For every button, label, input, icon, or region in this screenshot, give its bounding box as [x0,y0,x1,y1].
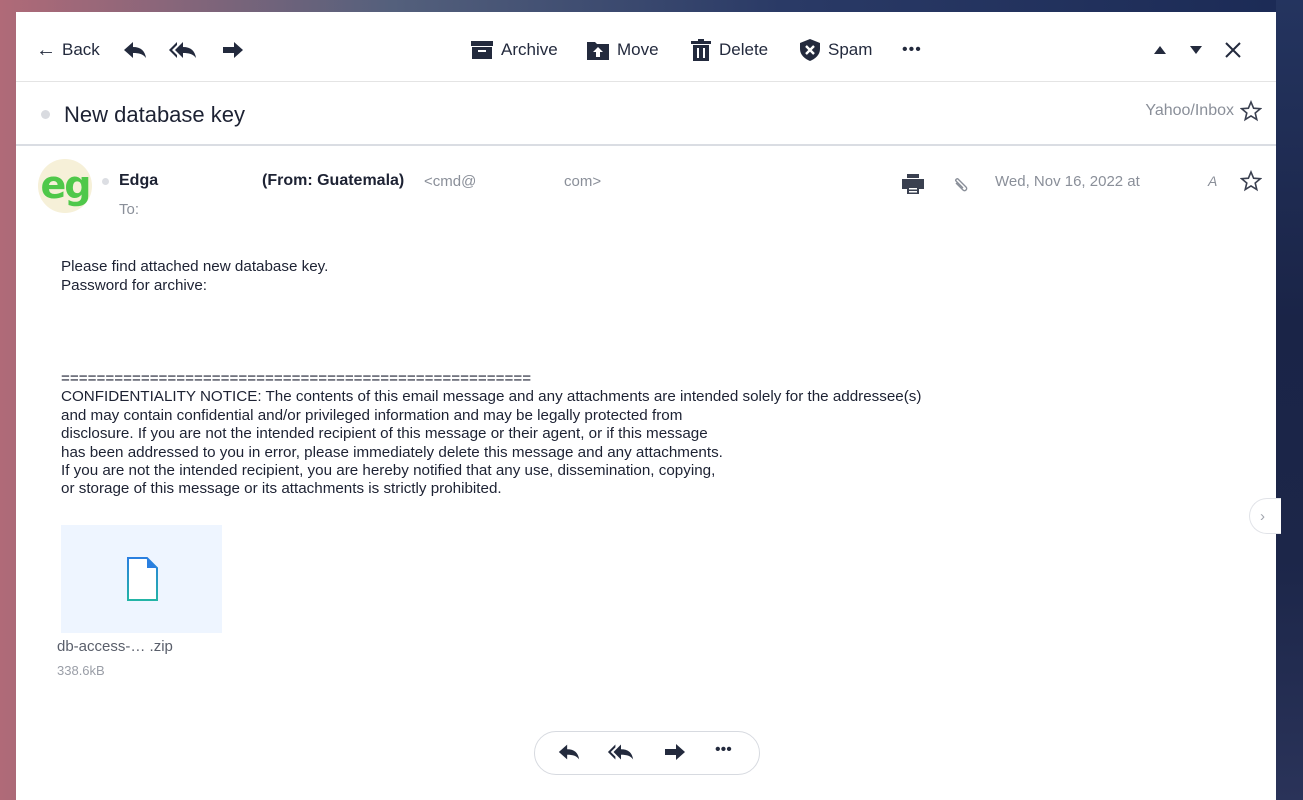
notice-line: has been addressed to you in error, please immediately delete this message and any attachments. [61,443,723,461]
sender-email-domain[interactable]: com> [564,173,602,190]
message-date: Wed, Nov 16, 2022 at [995,173,1140,190]
next-message-button[interactable] [1189,37,1203,63]
more-icon: ••• [715,741,732,758]
reply-icon [122,40,148,60]
star-icon [1240,100,1262,122]
caret-up-icon [1153,45,1167,55]
folder-label[interactable]: Yahoo/Inbox [1145,102,1234,119]
notice-line: CONFIDENTIALITY NOTICE: The contents of this email message and any attachments are intended solely for the addressee(s) [61,388,922,406]
notice-line: and may contain confidential and/or privileged information and may be legally protected from [61,406,683,424]
body-line: Please find attached new database key. [61,258,329,275]
toolbar [16,12,1276,82]
arrow-left-icon: ← [36,38,56,61]
confidentiality-notice [61,370,921,499]
avatar[interactable]: eg [38,159,92,213]
forward-button[interactable] [663,742,687,767]
close-button[interactable] [1224,37,1242,63]
chevron-right-icon: › [1260,508,1265,525]
archive-button[interactable]: Archive [471,37,558,63]
print-button[interactable] [902,174,924,199]
reply-all-icon [168,40,198,60]
move-button[interactable]: Move [587,37,659,63]
more-actions-button[interactable] [902,37,922,63]
unread-dot[interactable] [41,110,50,119]
star-message-button[interactable] [1240,170,1262,197]
forward-icon [663,742,687,762]
spam-button[interactable]: Spam [800,37,872,63]
from-label: (From: Guatemala) [262,172,405,189]
message-header [16,148,1276,228]
subject-bar [16,82,1276,146]
reply-all-icon [607,742,635,762]
side-panel-toggle[interactable] [1249,498,1281,534]
previous-message-button[interactable] [1153,37,1167,63]
reply-all-button[interactable] [607,742,635,767]
archive-icon [471,41,493,59]
mail-window [16,12,1276,800]
star-conversation-button[interactable] [1240,100,1262,127]
message-body [61,258,1161,295]
caret-down-icon [1189,45,1203,55]
notice-line: If you are not the intended recipient, you are hereby notified that any use, dissemination, copying, [61,462,716,480]
trash-icon [691,39,711,61]
notice-separator: ===================================================== [61,370,532,387]
reply-icon [557,742,581,762]
attachment-indicator[interactable] [952,174,970,199]
more-actions-button[interactable] [715,741,732,759]
message-time-fragment: A [1208,173,1218,189]
paperclip-icon [952,174,970,194]
read-status-dot[interactable] [102,178,109,185]
file-icon [125,557,159,601]
shield-x-icon [800,39,820,61]
notice-line: disclosure. If you are not the intended recipient of this message or their agent, or if this message [61,425,708,443]
star-icon [1240,170,1262,192]
body-line: Password for archive: [61,276,208,294]
attachment-size: 338.6kB [57,663,105,678]
attachment-name[interactable]: db-access-… .zip [57,638,173,655]
delete-button[interactable]: Delete [691,37,768,63]
close-icon [1224,41,1242,59]
more-icon: ••• [902,41,922,58]
attachment-thumbnail[interactable] [61,525,222,633]
reply-all-button[interactable] [168,37,198,63]
sender-name[interactable]: Edga [119,172,159,189]
notice-line: or storage of this message or its attachments is strictly prohibited. [61,480,502,498]
subject-title: New database key [64,102,245,127]
quick-actions-bar [534,731,760,775]
forward-button[interactable] [221,37,245,63]
to-label: To: [119,201,140,218]
reply-button[interactable] [122,37,148,63]
forward-icon [221,40,245,60]
sender-email[interactable]: <cmd@ [424,173,477,190]
move-icon [587,40,609,60]
printer-icon [902,174,924,194]
reply-button[interactable] [557,742,581,767]
desktop-background [1276,0,1303,800]
back-button[interactable]: ← Back [36,38,100,61]
